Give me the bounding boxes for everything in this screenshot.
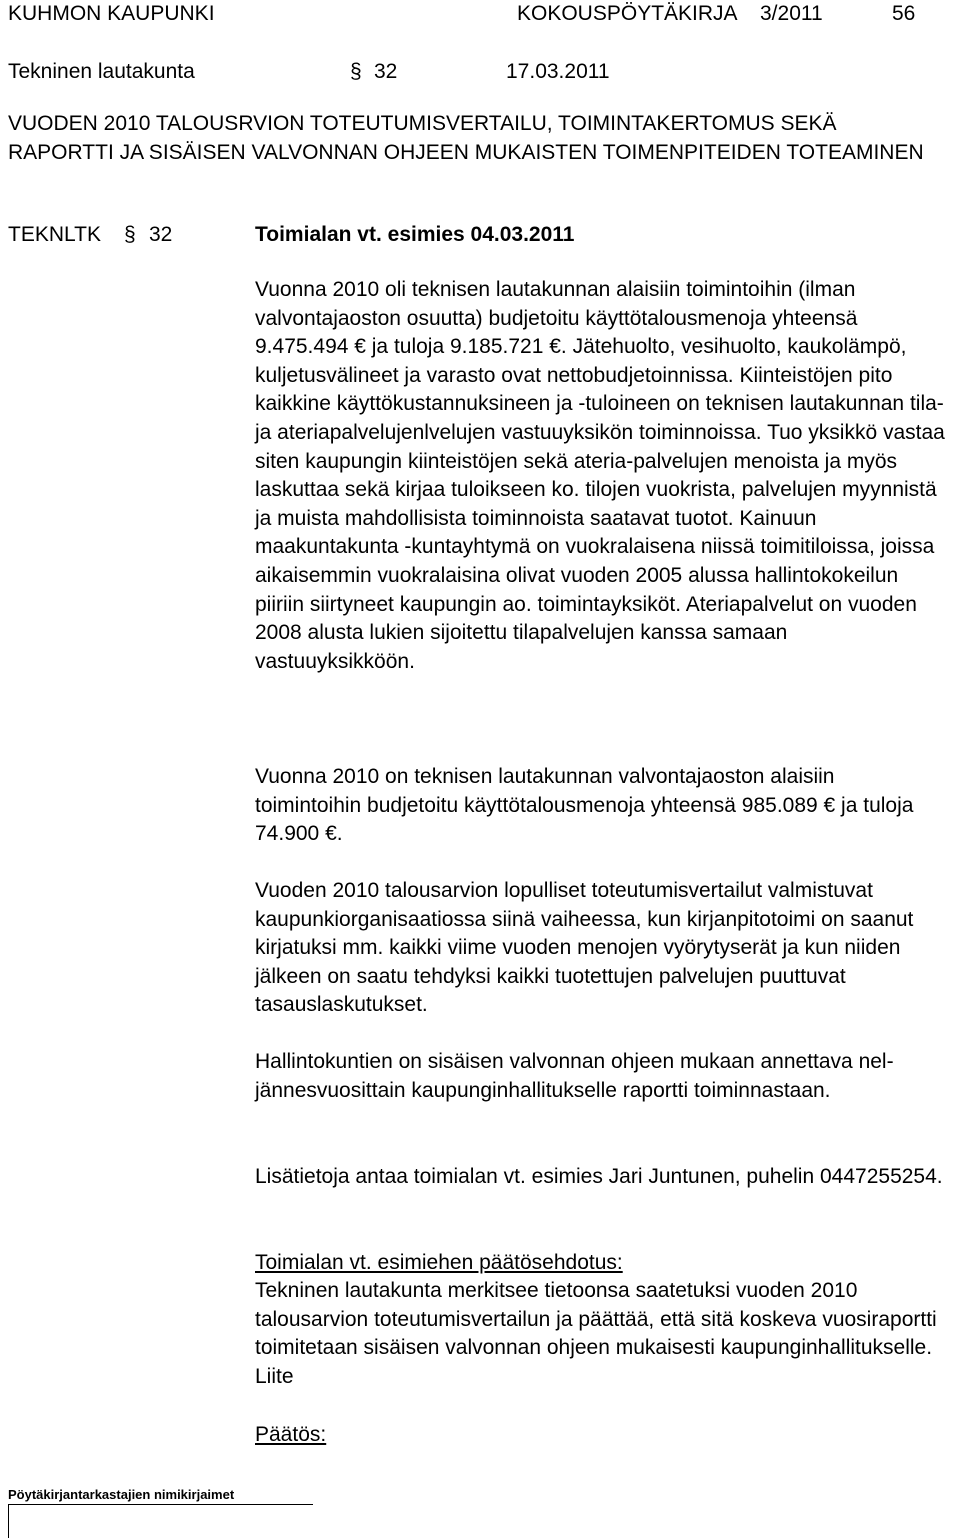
agenda-title: VUODEN 2010 TALOUSRVION TOTEUTUMISVERTAILU, TOIMINTAKERTOMUS SEKÄ RAPORTTI JA SISÄISEN VALVONNAN OHJEEN MUKAISTEN TOIMENPITEIDEN TOTEAMINEN [8,112,924,164]
footer-initials-box [8,1504,9,1538]
proposal-text: Tekninen lautakunta merkitsee tietoonsa saatetuksi vuoden 2010 talousarvion toteutumisvertailun ja päättää, että sitä koskeva vuosiraportti toimitetaan sisäisen valvonnan ohjeen mukaisesti kaupunginhallitukselle. Liite [255,1279,937,1388]
ref-number: 32 [149,223,173,246]
page-number: 56 [892,2,916,25]
decision-heading: Päätös: [255,1423,327,1446]
ref-heading: Toimialan vt. esimies 04.03.2011 [255,223,575,246]
document-type: KOKOUSPÖYTÄKIRJA [517,2,738,25]
document-number: 3/2011 [760,2,823,25]
board-name: Tekninen lautakunta [8,60,195,83]
paragraph-valvontajaosto: Vuonna 2010 on teknisen lautakunnan valvontajaoston alaisiin toimintoihin budjetoitu käyttötalousmenoja yhteensä 985.089 € ja tuloja 74.900 €. [255,765,914,846]
org-name: KUHMON KAUPUNKI [8,2,215,25]
paragraph-raportti: Hallintokuntien on sisäisen valvonnan ohjeen mukaan annettava nel-jännesvuosittain kaupunginhallitukselle raportti toiminnastaan. [255,1050,894,1102]
meeting-date: 17.03.2011 [506,60,610,83]
proposal-heading: Toimialan vt. esimiehen päätösehdotus: [255,1251,623,1274]
paragraph-budget: Vuonna 2010 oli teknisen lautakunnan alaisiin toimintoihin (ilman valvontajaoston osuutta) budjetoitu käyttötalousmenoja yhteensä 9.475.494 € ja tuloja 9.185.721 €. Jätehuolto, vesihuolto, kaukolämpö, kuljetusvälineet ja varasto ovat nettobudjetoinnissa. Kiinteistöjen pito kaikkine käyttökustannuksineen ja -tuloineen on teknisen lautakunnan tila- ja ateriapalvelujenlvelujen vastuuyksikön toiminnoissa. Tuo yksikkö vastaa siten kaupungin kiinteistöjen sekä ateria-palvelujen menoista ja myös laskuttaa sekä kirjaa tuloikseen ko. tilojen vuokrista, palvelujen myynnistä ja muista mahdollisista toiminnoista saatavat tuotot. Kainuun maakuntakunta -kuntayhtymä on vuokralaisena niissä toimitiloissa, joissa aikaisemmin vuokralaisina olivat vuoden 2005 alussa hallintokokeilun piiriin siirtyneet kaupungin ao. toimintayksiköt. Ateriapalvelut on vuoden 2008 alusta lukien sijoitettu tilapalvelujen kanssa samaan vastuuyksikköön. [255,278,945,673]
paragraph-lisatietoja: Lisätietoja antaa toimialan vt. esimies Jari Juntunen, puhelin 0447255254. [255,1165,943,1188]
section-number: 32 [374,60,398,83]
ref-code: TEKNLTK [8,223,101,246]
footer-initials-label: Pöytäkirjantarkastajien nimikirjaimet [8,1487,235,1502]
footer-rule [8,1504,313,1505]
section-sign: § [350,60,362,83]
paragraph-toteutumisvertailut: Vuoden 2010 talousarvion lopulliset toteutumisvertailut valmistuvat kaupunkiorganisaatiossa siinä vaiheessa, kun kirjanpitotoimi on saanut kirjatuksi mm. kaikki viime vuoden menojen vyörytyserät ja kun niiden jälkeen on saatu tehdyksi kaikki tuotettujen palvelujen puuttuvat tasauslaskutukset. [255,879,914,1017]
ref-section-sign: § [124,223,136,246]
